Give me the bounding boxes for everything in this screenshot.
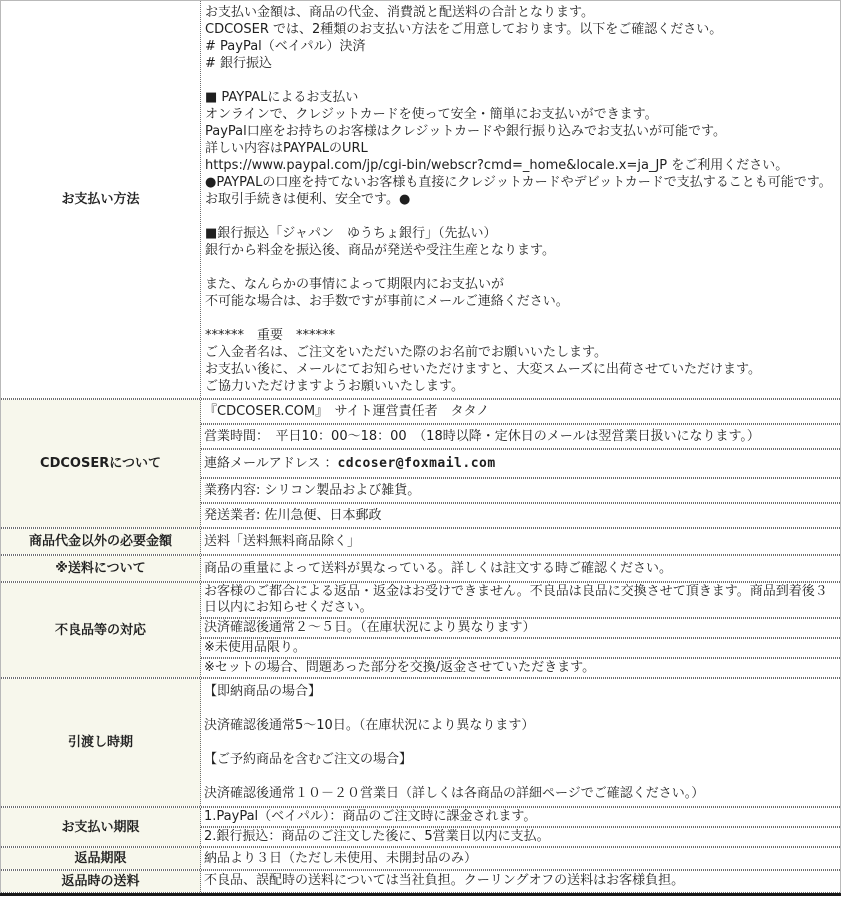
defective-subrow: ※未使用品限り。 [201, 638, 840, 658]
defective-subrow: お客様のご都合による返品・返金はお受けできません。不良品は良品に交換させて頂きます。商品到着後３日以内にお知らせください。 [201, 583, 840, 618]
payment-method-text-line: お支払い金額は、商品の代金、消費説と配送料の合計となります。 [205, 5, 594, 20]
about-shipper-line: 発送業者: 佐川急便、日本郵政 [201, 503, 840, 527]
email-value: cdcoser@foxmail.com [337, 456, 496, 471]
payment-method-text-line [205, 72, 836, 89]
defective-label: 不良品等の対応 [1, 583, 201, 677]
payment-method-text-line: ご入金者名は、ご注文をいただいた際のお名前でお願いいたします。 [205, 345, 607, 360]
delivery-text-line: 決済確認後通常5～10日。（在庫状況により異なります） [204, 718, 535, 733]
row-payment-method [1, 1, 840, 399]
about-email-line [201, 449, 840, 478]
delivery-text-line: 【即納商品の場合】 [204, 684, 322, 699]
about-label: CDCOSERについて [1, 400, 201, 527]
payment-method-text-line: ■ PAYPALによるお支払い [205, 90, 359, 105]
row-return-shipping [1, 870, 840, 893]
payment-method-text-line: ご協力いただけますようお願いいたします。 [205, 379, 464, 394]
row-delivery [1, 678, 840, 807]
row-shipping-note [1, 555, 840, 582]
payment-method-text-line [205, 259, 836, 276]
payment-method-text-line: 詳しい内容はPAYPALのURL [205, 141, 368, 156]
payment-method-text-line: 銀行から料金を振込後、商品が発送や受注生産となります。 [205, 243, 555, 258]
delivery-text-line: 決済確認後通常１０－２０営業日（詳しくは各商品の詳細ページでご確認ください。） [204, 786, 705, 801]
payment-method-text-line: お支払い後に、メールにてお知らせいただけますと、大変スムーズに出荷させていただけます。 [205, 362, 762, 377]
payment-method-text-line: また、なんらかの事情によって期限内にお支払いが [205, 277, 505, 292]
defective-subrow: 決済確認後通常２～５日。（在庫状況により異なります） [201, 618, 840, 638]
payment-deadline-subrow: 2.銀行振込：商品のご注文した後に、5営業日以内に支払。 [201, 827, 840, 846]
row-extra-fees [1, 528, 840, 555]
payment-method-text-line [205, 208, 836, 225]
payment-deadline-label: お支払い期限 [1, 808, 201, 846]
payment-method-content [201, 1, 840, 398]
payment-method-text-line: ■銀行振込「ジャパン ゆうちょ銀行」（先払い） [205, 226, 497, 241]
payment-method-text-line: https://www.paypal.com/jp/cgi-bin/webscr?cmd=_home&locale.x=ja_JP をご利用ください。 [205, 158, 789, 173]
row-payment-deadline [1, 807, 840, 847]
return-shipping-content: 不良品、誤配時の送料については当社負担。クーリングオフの送料はお客様負担。 [204, 873, 685, 888]
email-label: 連絡メールアドレス ： [204, 456, 338, 471]
shipping-note-label: ※送料について [1, 556, 201, 581]
payment-method-label: お支払い方法 [1, 1, 201, 398]
payment-method-text-line: オンラインで、クレジットカードを使って安全・簡単にお支払いができます。 [205, 107, 658, 122]
payment-method-text-line: # 銀行振込 [205, 56, 273, 71]
return-deadline-label: 返品期限 [1, 848, 201, 869]
delivery-label: 引渡し時期 [1, 679, 201, 806]
about-hours-line: 営業時間： 平日10：00～18：00 （18時以降・定休日のメールは翌営業日扱いになります。） [201, 424, 840, 449]
row-defective [1, 582, 840, 678]
payment-deadline-content [201, 808, 840, 846]
delivery-text-line [204, 768, 837, 785]
row-about [1, 399, 840, 528]
about-business-line: 業務内容: シリコン製品および雑貨。 [201, 478, 840, 503]
return-deadline-content: 納品より３日（ただし未使用、未開封品のみ） [204, 851, 478, 866]
extra-fees-label: 商品代金以外の必要金額 [1, 529, 201, 554]
defective-content [201, 583, 840, 677]
payment-method-text-line: 不可能な場合は、お手数ですが事前にメールご連絡ください。 [205, 294, 569, 309]
extra-fees-content: 送料「送料無料商品除く」 [204, 534, 361, 549]
return-shipping-label: 返品時の送料 [1, 871, 201, 892]
payment-method-text-line: CDCOSER では、2種類のお支払い方法をご用意しております。以下をご確認ください。 [205, 22, 723, 37]
about-site-line: 『CDCOSER.COM』 サイト運営責任者 タタノ [201, 400, 840, 424]
delivery-text-line [204, 700, 837, 717]
payment-method-text-line: お取引手続きは便利、安全です。● [205, 192, 411, 207]
payment-method-text-line [205, 310, 836, 327]
about-content [201, 400, 840, 527]
payment-method-text-line: ●PAYPALの口座を持てないお客様も直接にクレジットカードやデビットカードで支払することも可能です。 [205, 175, 832, 190]
payment-method-text-line: # PayPal（ベイパル）決済 [205, 39, 366, 54]
delivery-text-line [204, 734, 837, 751]
payment-method-text-line: ****** 重要 ****** [205, 328, 336, 343]
shipping-note-content: 商品の重量によって送料が異なっている。詳しくは註文する時ご確認ください。 [204, 561, 673, 576]
delivery-text-line: 【ご予約商品を含むご注文の場合】 [204, 752, 413, 767]
row-return-deadline [1, 847, 840, 870]
defective-subrow: ※セットの場合、問題あった部分を交換/返金させていただきます。 [201, 658, 840, 677]
payment-method-text-line: PayPal口座をお持ちのお客様はクレジットカードや銀行振り込みでお支払いが可能です。 [205, 124, 726, 139]
delivery-content [201, 679, 840, 806]
payment-deadline-subrow: 1.PayPal（ベイパル）：商品のご注文時に課金されます。 [201, 808, 840, 827]
